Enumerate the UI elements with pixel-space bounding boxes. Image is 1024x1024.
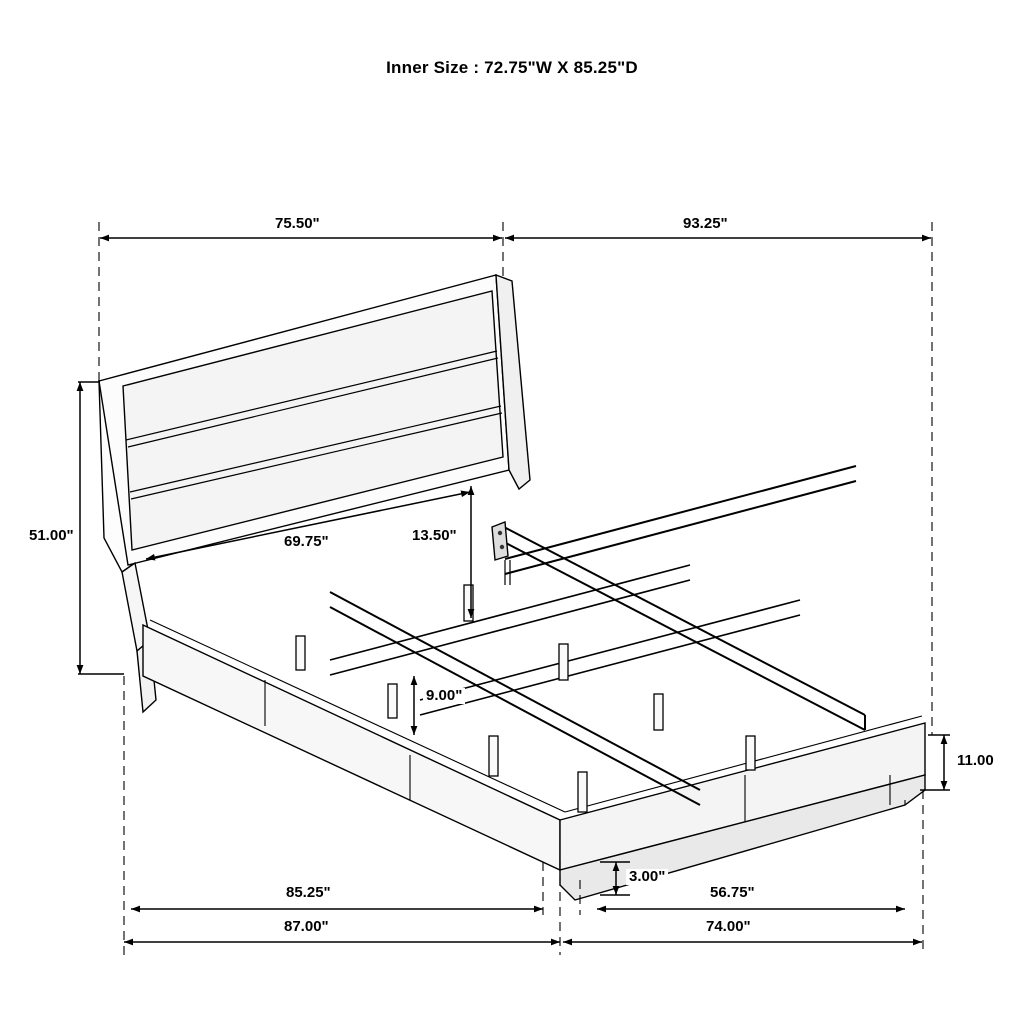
dim-label-900: 9.00" xyxy=(423,688,465,704)
dim-label-8525: 85.25" xyxy=(283,885,334,901)
page-title: Inner Size : 72.75"W X 85.25"D xyxy=(386,58,638,77)
dim-label-8700: 87.00" xyxy=(281,919,332,935)
dim-label-1350: 13.50" xyxy=(409,528,460,544)
dim-label-7400: 74.00" xyxy=(703,919,754,935)
bed-illustration xyxy=(99,275,925,900)
dim-label-5675: 56.75" xyxy=(707,885,758,901)
dim-label-6975: 69.75" xyxy=(281,534,332,550)
dim-label-300: 3.00" xyxy=(626,869,668,885)
dim-label-1100: 11.00 xyxy=(954,753,997,769)
dim-label-9325: 93.25" xyxy=(680,216,731,232)
dim-label-5100: 51.00" xyxy=(26,528,77,544)
dim-label-7550: 75.50" xyxy=(272,216,323,232)
